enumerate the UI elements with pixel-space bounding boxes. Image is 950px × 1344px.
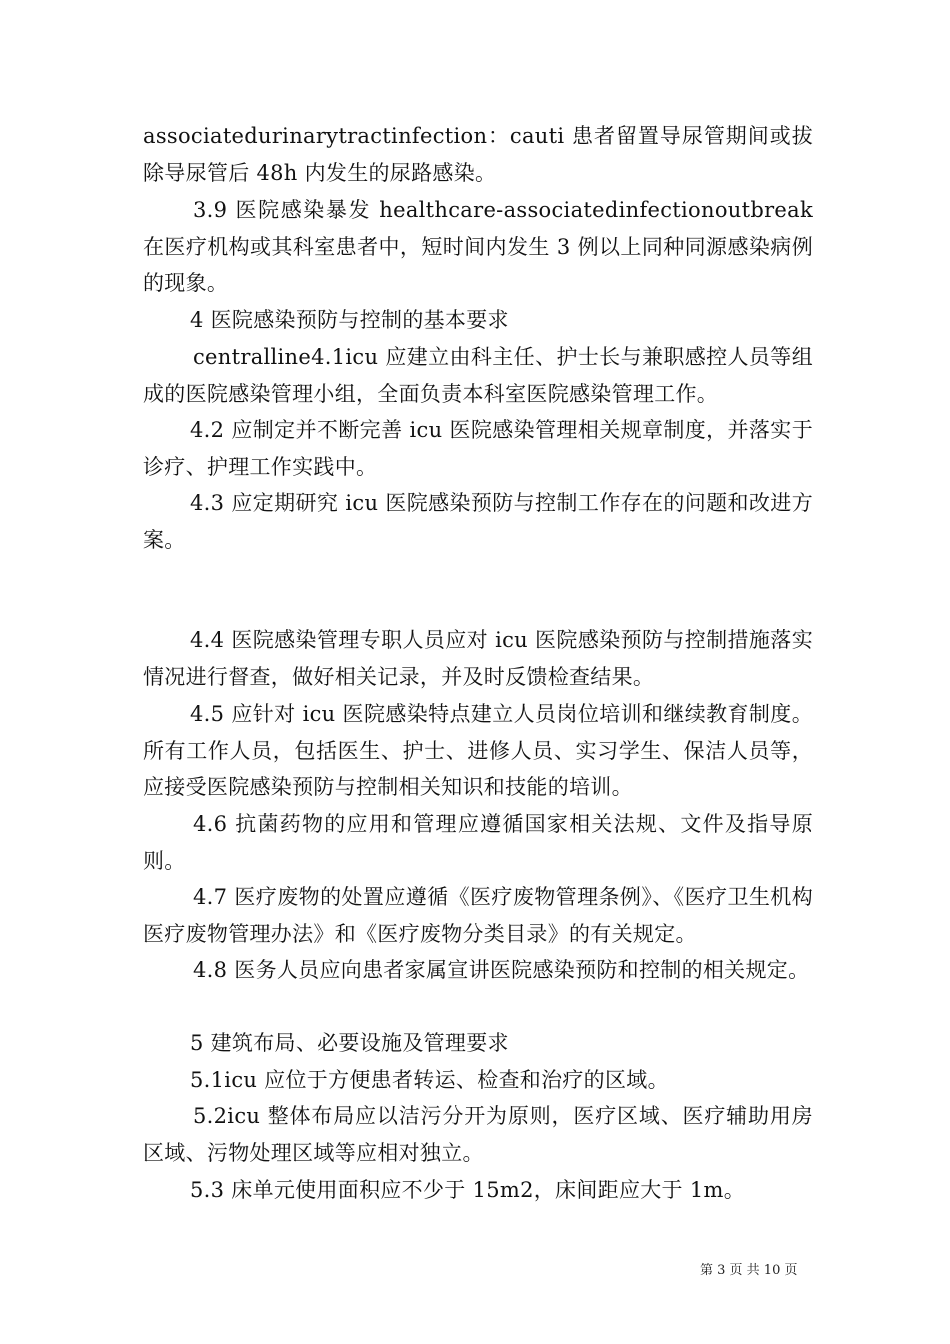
heading-section-5: 5 建筑布局、必要设施及管理要求 — [190, 1031, 509, 1055]
paragraph-4-6: 4.6 抗菌药物的应用和管理应遵循国家相关法规、文件及指导原则。 — [143, 812, 813, 873]
paragraph-4-3: 4.3 应定期研究 icu 医院感染预防与控制工作存在的问题和改进方案。 — [143, 491, 813, 552]
heading-section-4: 4 医院感染预防与控制的基本要求 — [190, 308, 509, 332]
paragraph-5-3: 5.3 床单元使用面积应不少于 15m2，床间距应大于 1m。 — [190, 1178, 745, 1202]
paragraph-4-5: 4.5 应针对 icu 医院感染特点建立人员岗位培训和继续教育制度。所有工作人员，包括医生、护士、进修人员、实习学生、保洁人员等，应接受医院感染预防与控制相关知识和技能的培训。 — [143, 702, 813, 799]
paragraph-4-1: centralline4.1icu 应建立由科主任、护士长与兼职感控人员等组成的医院感染管理小组，全面负责本科室医院感染管理工作。 — [143, 345, 813, 406]
paragraph-5-1: 5.1icu 应位于方便患者转运、检查和治疗的区域。 — [190, 1068, 669, 1092]
page-number-footer: 第 3 页 共 10 页 — [700, 1263, 798, 1278]
paragraph-4-8: 4.8 医务人员应向患者家属宣讲医院感染预防和控制的相关规定。 — [193, 958, 810, 982]
paragraph-4-2: 4.2 应制定并不断完善 icu 医院感染管理相关规章制度，并落实于诊疗、护理工作实践中。 — [143, 418, 813, 479]
paragraph-4-4: 4.4 医院感染管理专职人员应对 icu 医院感染预防与控制措施落实情况进行督查，做好相关记录，并及时反馈检查结果。 — [143, 628, 813, 689]
paragraph-3-9: 3.9 医院感染暴发 healthcare-associatedinfectionoutbreak 在医疗机构或其科室患者中，短时间内发生 3 例以上同种同源感染病例的现象。 — [143, 198, 813, 295]
paragraph-cauti-definition: associatedurinarytractinfection：cauti 患者留置导尿管期间或拔除导尿管后 48h 内发生的尿路感染。 — [143, 124, 813, 185]
paragraph-5-2: 5.2icu 整体布局应以洁污分开为原则，医疗区域、医疗辅助用房区域、污物处理区域等应相对独立。 — [143, 1104, 813, 1165]
paragraph-4-7: 4.7 医疗废物的处置应遵循《医疗废物管理条例》、《医疗卫生机构医疗废物管理办法》和《医疗废物分类目录》的有关规定。 — [143, 885, 813, 946]
